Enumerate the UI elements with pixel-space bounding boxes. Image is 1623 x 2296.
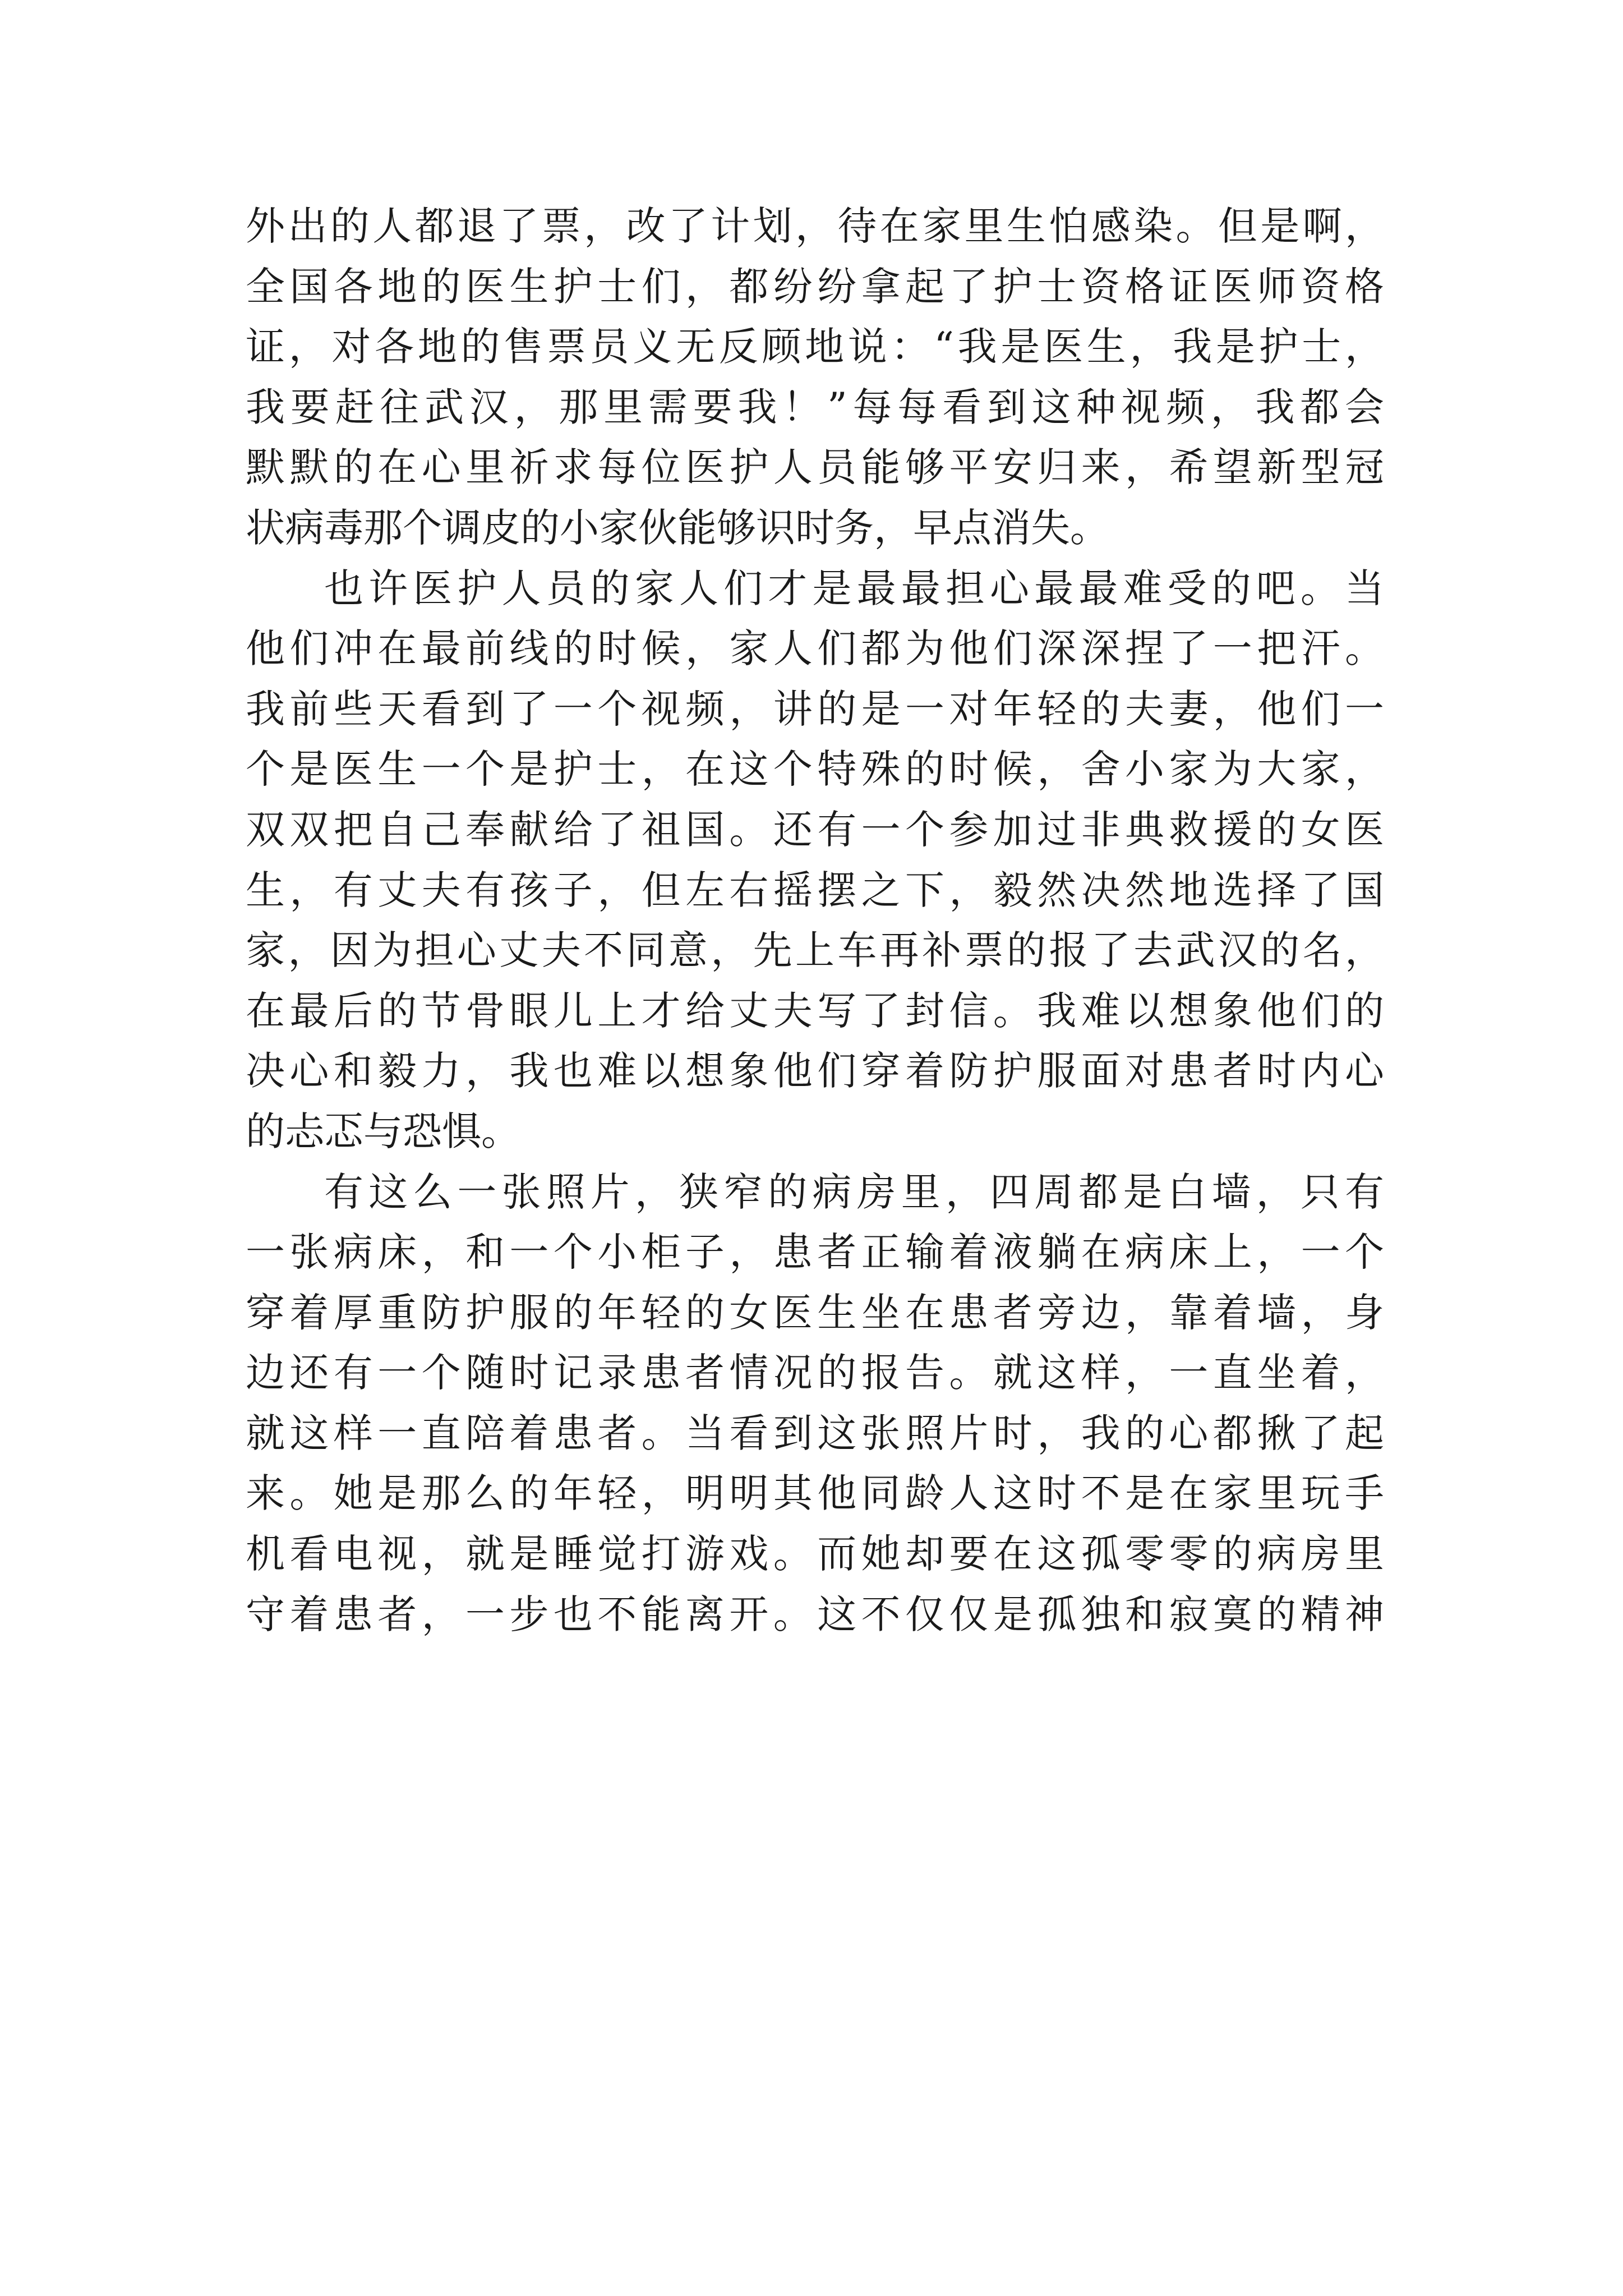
- paragraph-first-line: 有这么一张照片，狭窄的病房里，四周都是白墙，只有: [324, 1168, 1384, 1215]
- paragraph-line: 边还有一个随时记录患者情况的报告。就这样，一直坐着，: [246, 1350, 1384, 1396]
- paragraph-line: 全国各地的医生护士们，都纷纷拿起了护士资格证医师资格: [246, 263, 1384, 310]
- paragraph-line: 生，有丈夫有孩子，但左右摇摆之下，毅然决然地选择了国: [246, 867, 1384, 913]
- paragraph-line: 在最后的节骨眼儿上才给丈夫写了封信。我难以想象他们的: [246, 987, 1384, 1034]
- paragraph-line: 穿着厚重防护服的年轻的女医生坐在患者旁边，靠着墙，身: [246, 1289, 1384, 1336]
- paragraph-line: 一张病床，和一个小柜子，患者正输着液躺在病床上，一个: [246, 1229, 1384, 1276]
- paragraph-line: 家，因为担心丈夫不同意，先上车再补票的报了去武汉的名，: [246, 927, 1384, 974]
- paragraph-line: 就这样一直陪着患者。当看到这张照片时，我的心都揪了起: [246, 1410, 1384, 1456]
- paragraph-line: 决心和毅力，我也难以想象他们穿着防护服面对患者时内心: [246, 1048, 1384, 1094]
- paragraph-line: 状病毒那个调皮的小家伙能够识时务，早点消失。: [246, 504, 1109, 551]
- paragraph-line: 默默的在心里祈求每位医护人员能够平安归来，希望新型冠: [246, 444, 1384, 491]
- paragraph-line: 来。她是那么的年轻，明明其他同龄人这时不是在家里玩手: [246, 1470, 1384, 1517]
- paragraph-line: 我要赶往武汉，那里需要我！”每每看到这种视频，我都会: [246, 384, 1384, 430]
- paragraph-line: 双双把自己奉献给了祖国。还有一个参加过非典救援的女医: [246, 806, 1384, 853]
- paragraph-line: 的忐忑与恐惧。: [246, 1108, 520, 1154]
- paragraph-line: 证，对各地的售票员义无反顾地说：“我是医生，我是护士，: [246, 324, 1384, 370]
- document-body: [246, 196, 1384, 1645]
- paragraph-line: 机看电视，就是睡觉打游戏。而她却要在这孤零零的病房里: [246, 1531, 1384, 1577]
- paragraph-line: 外出的人都退了票，改了计划，待在家里生怕感染。但是啊，: [246, 203, 1384, 249]
- paragraph-line: 他们冲在最前线的时候，家人们都为他们深深捏了一把汗。: [246, 625, 1384, 672]
- paragraph-line: 守着患者，一步也不能离开。这不仅仅是孤独和寂寞的精神: [246, 1591, 1384, 1637]
- paragraph-line: 我前些天看到了一个视频，讲的是一对年轻的夫妻，他们一: [246, 685, 1384, 732]
- paragraph-first-line: 也许医护人员的家人们才是最最担心最最难受的吧。当: [324, 565, 1384, 611]
- paragraph-line: 个是医生一个是护士，在这个特殊的时候，舍小家为大家，: [246, 746, 1384, 793]
